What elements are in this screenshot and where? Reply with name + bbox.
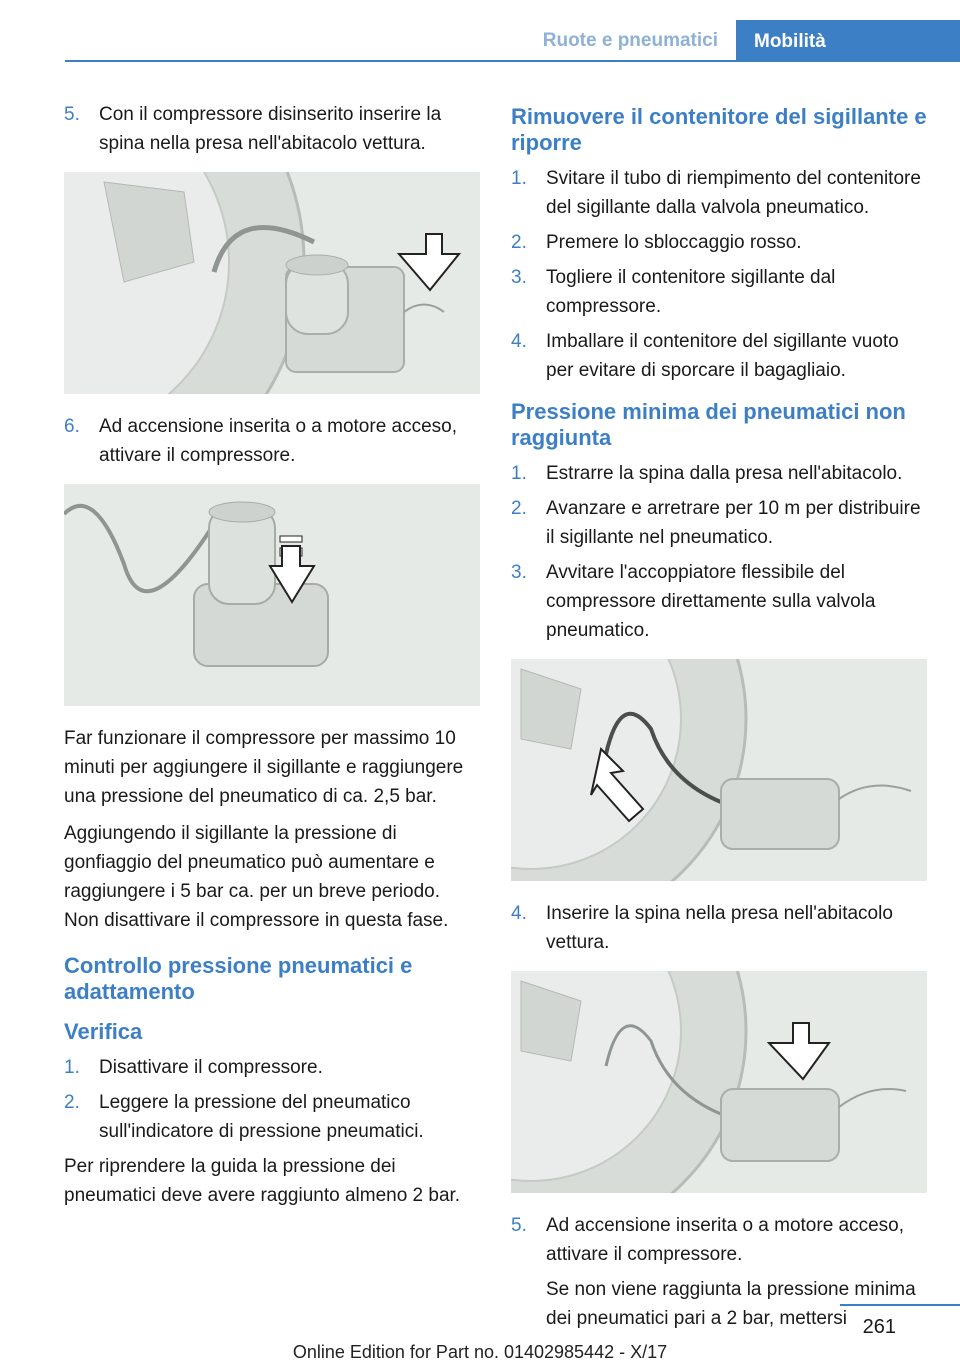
step-text: Leggere la pressione del pneumatico sull'indicatore di pressione pneumatici. [99, 1092, 424, 1142]
figure-valve-coupling [511, 659, 927, 881]
list-item [511, 899, 927, 957]
step-number: 4. [511, 903, 527, 924]
step-text: Premere lo sbloccaggio rosso. [546, 232, 802, 253]
step-text: Svitare il tubo di riempimento del contenitore del sigillante dalla valvola pneumatico. [546, 168, 921, 218]
step-number: 2. [511, 498, 527, 519]
figure-compressor-plug [64, 172, 480, 394]
footer-rule [840, 1304, 960, 1306]
list-item [511, 558, 927, 645]
step-number: 2. [64, 1092, 80, 1113]
section-heading: Rimuovere il contenitore del sigillante e riporre [511, 104, 927, 155]
list-item [511, 263, 927, 321]
page-number: 261 [862, 1316, 896, 1338]
right-column [511, 100, 927, 1339]
tab-section: Ruote e pneumatici [542, 30, 718, 51]
list-item [511, 459, 927, 488]
step-number: 5. [511, 1215, 527, 1236]
step-number: 1. [64, 1057, 80, 1078]
step-text: Inserire la spina nella presa nell'abitacolo vettura. [546, 903, 893, 953]
list-item [511, 228, 927, 257]
step-number: 1. [511, 463, 527, 484]
figure-compressor-switch [64, 484, 480, 706]
step-number: 6. [64, 416, 80, 437]
step-text: Con il compressore disinserito inserire la spina nella presa nell'abitacolo vettura. [99, 104, 442, 154]
step-number: 5. [64, 104, 80, 125]
subsection-heading: Verifica [64, 1019, 143, 1044]
header-rule [65, 60, 960, 62]
step-text: Disattivare il compressore. [99, 1057, 323, 1078]
step-text: Ad accensione inserita o a motore acceso, attivare il compressore. [99, 416, 458, 466]
section-heading: Controllo pressione pneumatici e adattamento [64, 953, 413, 1004]
step-text: Avvitare l'accoppiatore flessibile del compressore direttamente sulla valvola pneumatico. [546, 562, 876, 641]
step-number: 2. [511, 232, 527, 253]
paragraph: Per riprendere la guida la pressione dei pneumatici deve avere raggiunto almeno 2 bar. [64, 1156, 461, 1206]
section-heading: Pressione minima dei pneumatici non raggiunta [511, 399, 906, 450]
step-subtext: Se non viene raggiunta la pressione minima dei pneumatici pari a 2 bar, mettersi [546, 1279, 916, 1329]
step-text: Ad accensione inserita o a motore acceso, attivare il compressore. [546, 1215, 905, 1265]
step-text: Imballare il contenitore del sigillante vuoto per evitare di sporcare il bagagliaio. [546, 331, 899, 381]
tab-active: Mobilità [736, 20, 960, 62]
step-text: Togliere il contenitore sigillante dal compressore. [546, 267, 836, 317]
step-number: 1. [511, 168, 527, 189]
list-item [64, 412, 480, 470]
paragraph: Far funzionare il compressore per massimo 10 minuti per aggiungere il sigillante e raggiungere una pressione del pneumatico di ca. 2,5 bar. [64, 728, 464, 807]
step-number: 4. [511, 331, 527, 352]
list-item [511, 327, 927, 385]
step-text: Avanzare e arretrare per 10 m per distribuire il sigillante nel pneumatico. [546, 498, 921, 548]
step-text: Estrarre la spina dalla presa nell'abitacolo. [546, 463, 903, 484]
left-column [64, 100, 480, 1218]
page-header [0, 20, 960, 62]
list-item [511, 1211, 927, 1333]
figure-plug-cabin [511, 971, 927, 1193]
paragraph: Aggiungendo il sigillante la pressione di gonfiaggio del pneumatico può aumentare e raggiungere i 5 bar ca. per un breve periodo. Non disattivare il compressore in questa fase. [64, 823, 449, 931]
step-number: 3. [511, 562, 527, 583]
list-item [64, 1088, 480, 1146]
list-item [511, 494, 927, 552]
list-item [511, 164, 927, 222]
edition-note: Online Edition for Part no. 01402985442 - X/17 [292, 1342, 668, 1362]
list-item [64, 100, 480, 158]
step-number: 3. [511, 267, 527, 288]
list-item [64, 1053, 480, 1082]
